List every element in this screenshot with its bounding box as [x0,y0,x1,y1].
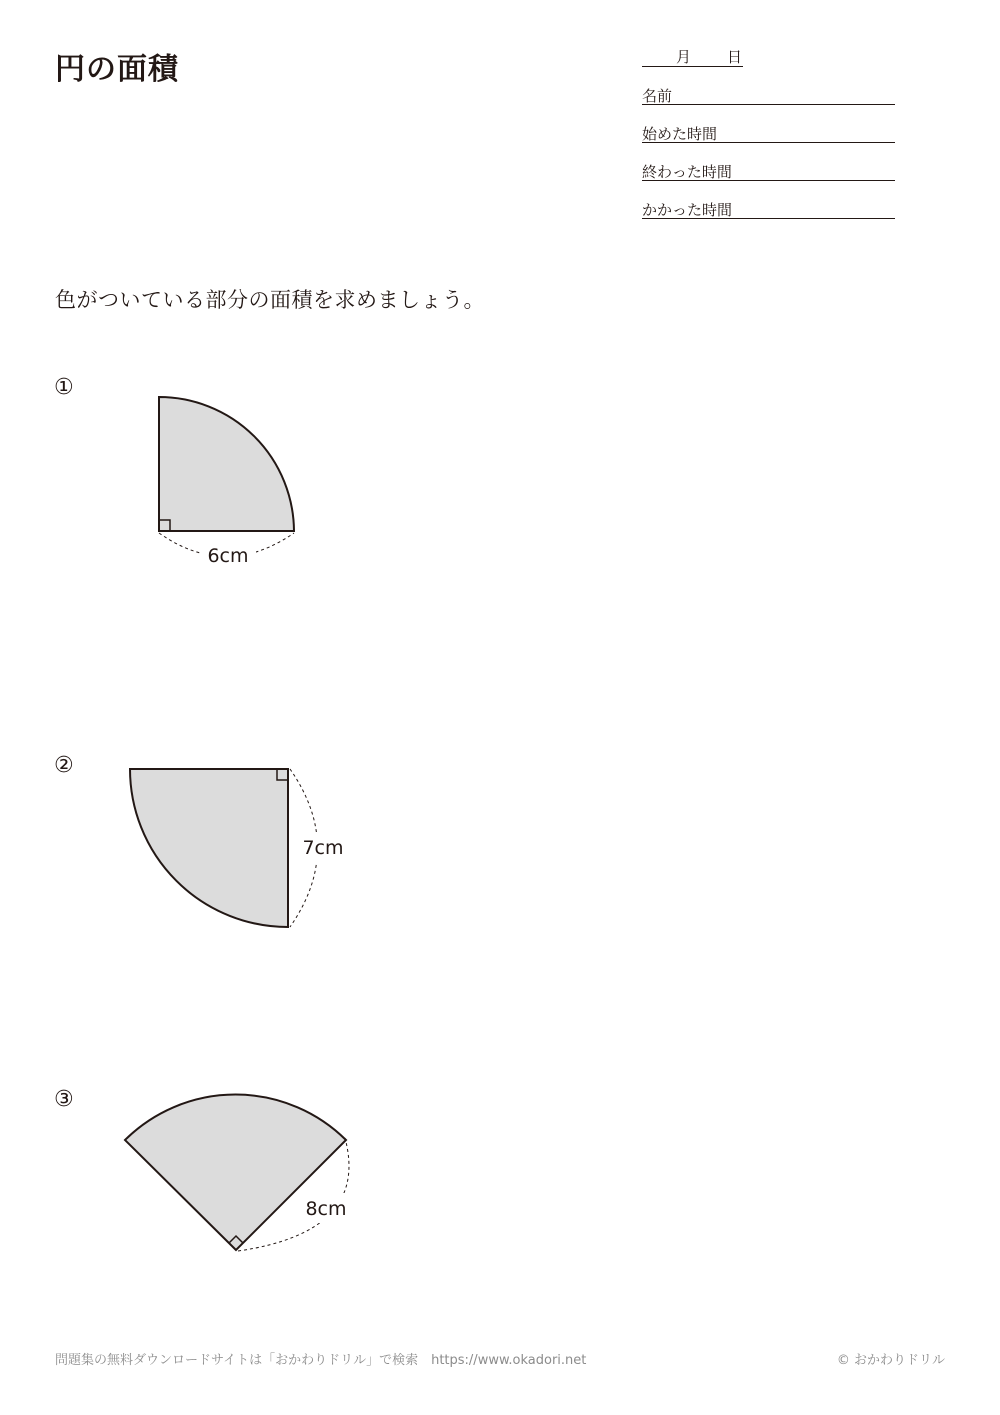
name-label: 名前 [642,87,673,105]
problem-2-number: ② [54,753,74,778]
problem-3-sector [125,1095,346,1250]
problem-2-length-label: 7cm [302,837,344,859]
day-label: 日 [727,48,743,66]
end-time-label: 終わった時間 [642,163,732,181]
footer-site-info: 問題集の無料ダウンロードサイトは「おかわりドリル」で検索 https://www.okadori.net [55,1353,587,1368]
problem-2-sector [130,769,288,927]
elapsed-time-label: かかった時間 [642,201,733,219]
problem-2-figure [130,769,348,927]
problem-1-length-label: 6cm [207,545,249,567]
page-title: 円の面積 [55,52,179,87]
problem-1-number: ① [54,375,74,400]
instruction-text: 色がついている部分の面積を求めましょう。 [55,288,485,312]
problem-3-number: ③ [54,1087,74,1112]
start-time-label: 始めた時間 [642,125,718,143]
month-label: 月 [676,48,692,66]
problem-1-figure [159,397,294,570]
problem-3-figure [125,1095,350,1251]
footer-copyright: © おかわりドリル [836,1353,945,1368]
problem-1-sector [159,397,294,531]
problem-3-length-label: 8cm [305,1198,347,1220]
